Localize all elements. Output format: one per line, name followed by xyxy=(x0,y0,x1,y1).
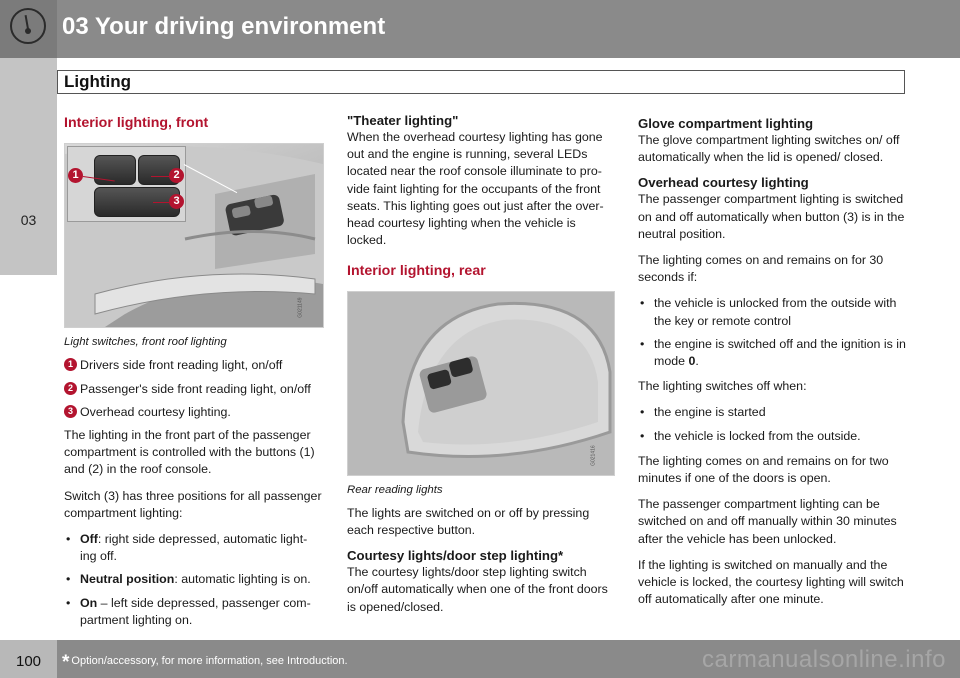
list-item: • the engine is switched off and the ignition is in mode 0. xyxy=(638,336,906,370)
list-item: • the engine is started xyxy=(638,404,906,421)
figure-caption: Rear reading lights xyxy=(347,483,443,496)
heading-overhead-courtesy: Overhead courtesy lighting xyxy=(638,175,809,191)
numbered-item-2 xyxy=(64,381,322,398)
number-badge-2: 2 xyxy=(64,382,77,395)
heading-interior-rear: Interior lighting, rear xyxy=(347,263,486,280)
figure-caption: Light switches, front roof lighting xyxy=(64,336,227,349)
figure-code: G021416 xyxy=(590,444,597,466)
paragraph-off: The lighting switches off when: xyxy=(638,379,807,394)
list-item: • Neutral position: automatic lighting is on. xyxy=(64,571,322,588)
heading-door-step-lighting: Courtesy lights/door step lighting* xyxy=(347,548,564,564)
list-item: • the vehicle is unlocked from the outside with the key or remote control xyxy=(638,295,906,329)
numbered-item-1-text: Drivers side front reading light, on/off xyxy=(80,358,283,373)
paragraph-buttons: The lighting in the front part of the passenger compartment is controlled with the buttons (1) and (2) in the roof console. xyxy=(64,428,315,477)
paragraph-door-step: The courtesy lights/door step lighting switch on/off automatically when one of the front doors is opened/closed. xyxy=(347,565,608,614)
on-conditions-list xyxy=(638,295,906,370)
callout-3-line xyxy=(153,202,169,203)
number-badge-1: 1 xyxy=(64,358,77,371)
footnote-text: Option/accessory, for more information, see Introduction. xyxy=(71,655,348,667)
paragraph-rear: The lights are switched on or off by pressing each respective button. xyxy=(347,505,590,538)
switch-positions-list xyxy=(64,531,322,629)
heading-theater-lighting: "Theater lighting" xyxy=(347,113,459,128)
reading-light-button-left xyxy=(94,155,136,185)
callout-2: 2 xyxy=(169,168,184,183)
footnote-star: * xyxy=(62,652,70,673)
watermark: carmanualsonline.info xyxy=(702,646,946,673)
heading-interior-front: Interior lighting, front xyxy=(64,115,209,131)
figure-rear-reading-lights xyxy=(347,291,615,476)
switch-inset xyxy=(67,146,186,222)
rear-reading-light-illustration xyxy=(348,292,614,475)
numbered-item-2-text: Passenger's side front reading light, on/off xyxy=(80,381,311,396)
list-item: • Off: right side depressed, automatic light-ing off. xyxy=(64,531,322,565)
chapter-icon-box xyxy=(0,0,57,58)
page-number: 100 xyxy=(15,653,42,670)
figure-front-roof-lighting xyxy=(64,143,324,328)
callout-3: 3 xyxy=(169,194,184,209)
off-conditions-list xyxy=(638,404,906,444)
heading-glove-compartment: Glove compartment lighting xyxy=(638,116,814,131)
number-badge-3: 3 xyxy=(64,405,77,418)
paragraph-locked: If the lighting is switched on manually and the vehicle is locked, the courtesy lighting will switch off automatically after one minute. xyxy=(638,557,904,607)
numbered-item-3 xyxy=(64,404,322,421)
paragraph-on-30s: The lighting comes on and remains on for 30 seconds if: xyxy=(638,253,884,285)
paragraph-overhead: The passenger compartment lighting is switched on and off automatically when button (3) is in the neutral position. xyxy=(638,192,905,241)
column-2 xyxy=(347,113,615,625)
paragraph-glove: The glove compartment lighting switches on/ off automatically when the lid is opened/ closed. xyxy=(638,133,900,165)
chapter-title: 03 Your driving environment xyxy=(62,13,386,40)
column-1 xyxy=(64,113,322,637)
list-item: • On – left side depressed, passenger com-partment lighting on. xyxy=(64,595,322,629)
chapter-side-number: 03 xyxy=(20,212,37,228)
paragraph-theater: When the overhead courtesy lighting has gone out and the engine is running, several LEDs located near the roof console illuminate to pro-vide faint lighting for the occupants of the front seats. This lighting goes out just after the over-head courtesy lighting when the vehicle is locked. xyxy=(347,130,604,248)
figure-code: G021149 xyxy=(297,297,304,318)
gauge-icon xyxy=(10,8,46,44)
chapter-side-tab xyxy=(0,58,57,275)
list-item: • the vehicle is locked from the outside. xyxy=(638,428,906,445)
footnote xyxy=(62,652,348,674)
numbered-item-1 xyxy=(64,357,322,374)
paragraph-two-minutes: The lighting comes on and remains on for two minutes if one of the doors is open. xyxy=(638,453,889,486)
section-bar xyxy=(57,70,905,94)
callout-1: 1 xyxy=(68,168,83,183)
callout-2-line xyxy=(151,176,169,177)
column-3 xyxy=(638,113,906,617)
numbered-item-3-text: Overhead courtesy lighting. xyxy=(80,404,231,419)
paragraph-switch3: Switch (3) has three positions for all passenger compartment lighting: xyxy=(64,488,322,520)
section-title: Lighting xyxy=(64,72,132,91)
paragraph-manual: The passenger compartment lighting can be switched on and off manually within 30 minutes after the vehicle has been unlocked. xyxy=(638,497,897,546)
